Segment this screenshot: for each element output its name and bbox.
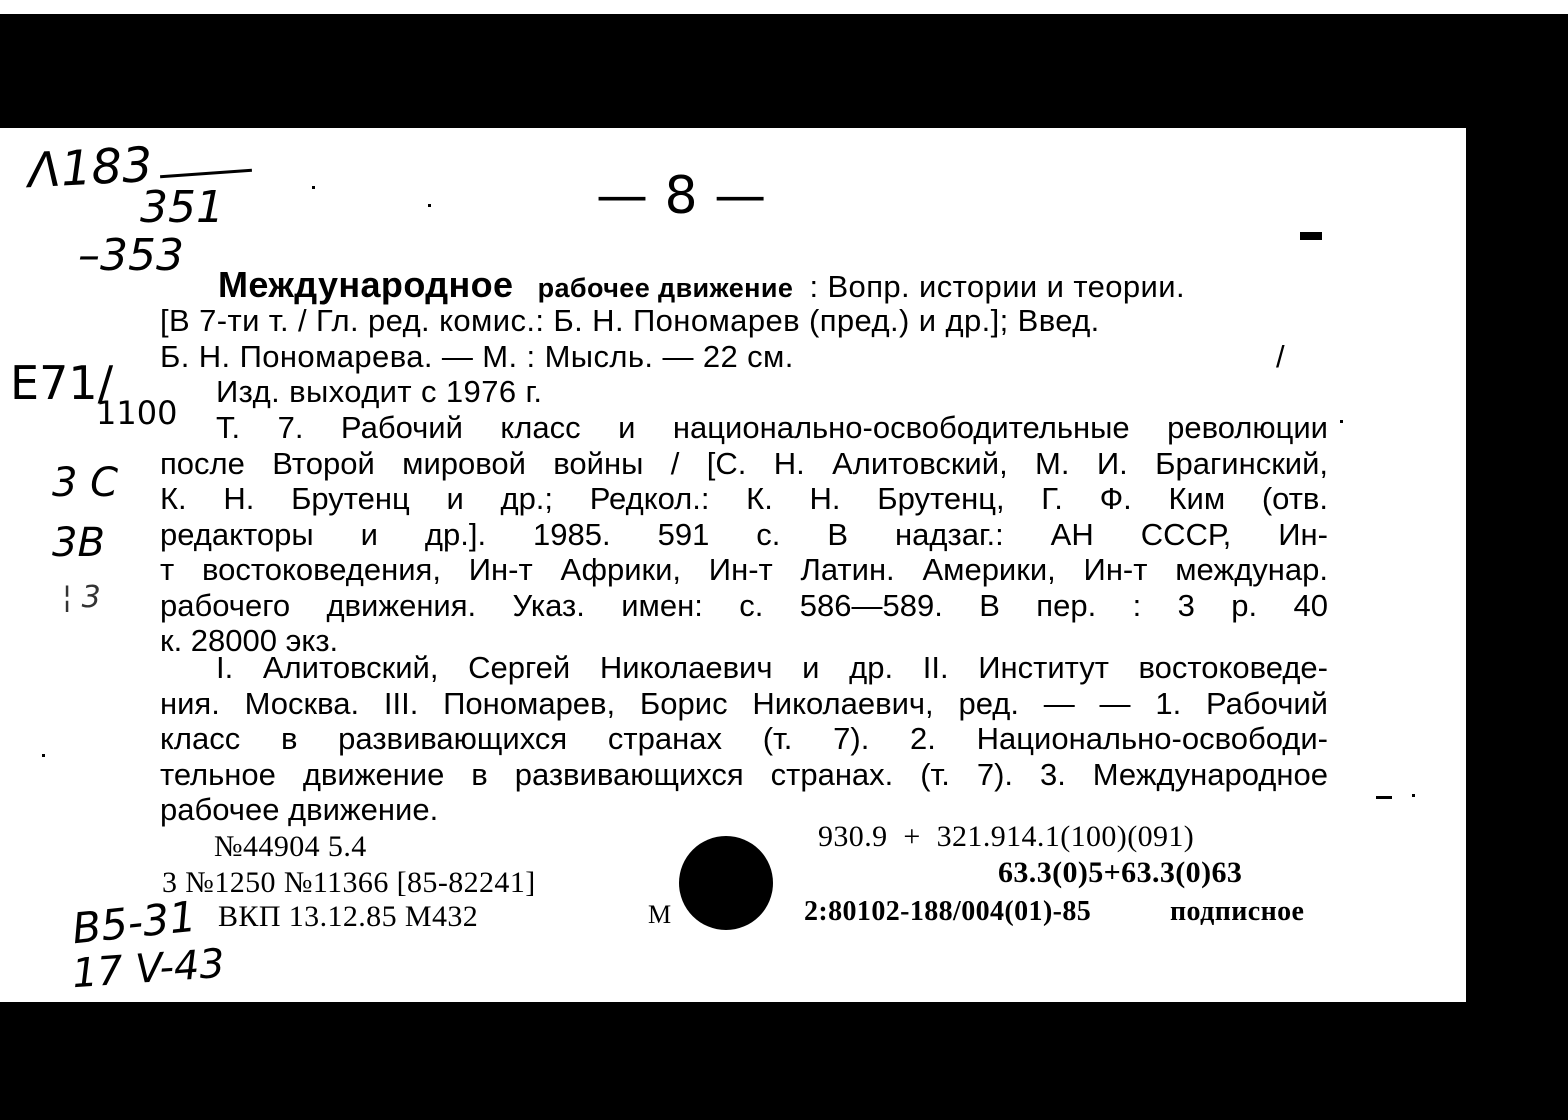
- footer-right-2: 63.3(0)5+63.3(0)63: [998, 856, 1243, 889]
- entry-line-3-mark: /: [1276, 339, 1286, 374]
- scan-speck: [1376, 796, 1392, 799]
- handwritten-3b: 3B: [52, 520, 105, 566]
- volume-description: [160, 410, 1328, 659]
- entry-title-rest: рабочее движение: [537, 273, 794, 303]
- handwritten-e71-sub: 1100: [96, 394, 178, 432]
- subject-line: I. Алитовский, Сергей Николаевич и др. II. Институт востоковеде-: [216, 650, 1328, 685]
- footer-left-1: №44904 5.4: [214, 830, 367, 863]
- volume-line: редакторы и др.]. 1985. 591 с. В надзаг.: АН СССР, Ин-: [160, 516, 1328, 552]
- handwritten-351: 351: [140, 182, 224, 233]
- handwritten-e71: E71/: [10, 356, 114, 410]
- handwritten-3-small: ¦ 3: [62, 580, 101, 615]
- entry-line-2: [В 7-ти т. / Гл. ред. комис.: Б. Н. Пономарев (пред.) и др.]; Введ.: [160, 303, 1100, 338]
- footer-left-2: 3 №1250 №11366 [85-82241]: [162, 866, 536, 899]
- entry-title-line: [218, 264, 1185, 306]
- handwritten-b5: B5-31: [69, 891, 199, 954]
- entry-title-main: Международное: [218, 264, 514, 305]
- volume-line: рабочего движения. Указ. имен: с. 586—589. В пер. : 3 р. 40: [160, 587, 1328, 623]
- subject-line: класс в развивающихся странах (т. 7). 2. Национально-освободи-: [160, 721, 1328, 756]
- subject-line: ния. Москва. III. Пономарев, Борис Николаевич, ред. — — 1. Рабочий: [160, 685, 1328, 721]
- volume-line: т востоковедения, Ин-т Африки, Ин-т Латин. Америки, Ин-т междунар.: [160, 552, 1328, 587]
- footer-code-m: М: [648, 900, 672, 929]
- entry-line-4: Изд. выходит с 1976 г.: [216, 374, 543, 409]
- scan-speck: [1300, 232, 1322, 240]
- subject-line: тельное движение в развивающихся странах. (т. 7). 3. Международное: [160, 756, 1328, 792]
- volume-line: после Второй мировой войны / [С. Н. Алитовский, М. И. Брагинский,: [160, 445, 1328, 481]
- subject-line: рабочее движение.: [160, 792, 439, 827]
- entry-title-tail: : Вопр. истории и теории.: [809, 269, 1185, 304]
- handwritten-page-mark: — 8 —: [596, 166, 767, 226]
- scan-speck: [42, 754, 45, 757]
- scan-speck: [1340, 420, 1343, 423]
- catalog-card: [0, 128, 1466, 1002]
- handwritten-353: –353: [78, 230, 184, 281]
- handwritten-3c: 3 C: [52, 460, 119, 506]
- volume-line: К. Н. Брутенц и др.; Редкол.: К. Н. Брутенц, Г. Ф. Ким (отв.: [160, 481, 1328, 516]
- scan-edge-strip: [0, 0, 1568, 14]
- volume-line: Т. 7. Рабочий класс и национально-освободительные революции: [216, 410, 1328, 445]
- subscription-label: подписное: [1170, 896, 1305, 927]
- footer-right-3: 2:80102-188/004(01)-85: [804, 896, 1092, 927]
- scan-speck: [312, 186, 315, 189]
- scan-speck: [1412, 794, 1415, 797]
- handwritten-underline: [160, 169, 252, 178]
- subject-headings: [160, 650, 1328, 828]
- card-punch-hole: [679, 836, 773, 930]
- volume-line: к. 28000 экз.: [160, 623, 339, 658]
- entry-line-3: Б. Н. Пономарева. — М. : Мысль. — 22 см.: [160, 339, 794, 374]
- scan-speck: [428, 204, 431, 207]
- footer-right-1: 930.9 + 321.914.1(100)(091): [818, 820, 1195, 853]
- handwritten-code-top: Λ183: [26, 136, 154, 200]
- footer-left-3: ВКП 13.12.85 М432: [218, 900, 479, 933]
- handwritten-v43: 17 V-43: [70, 940, 227, 998]
